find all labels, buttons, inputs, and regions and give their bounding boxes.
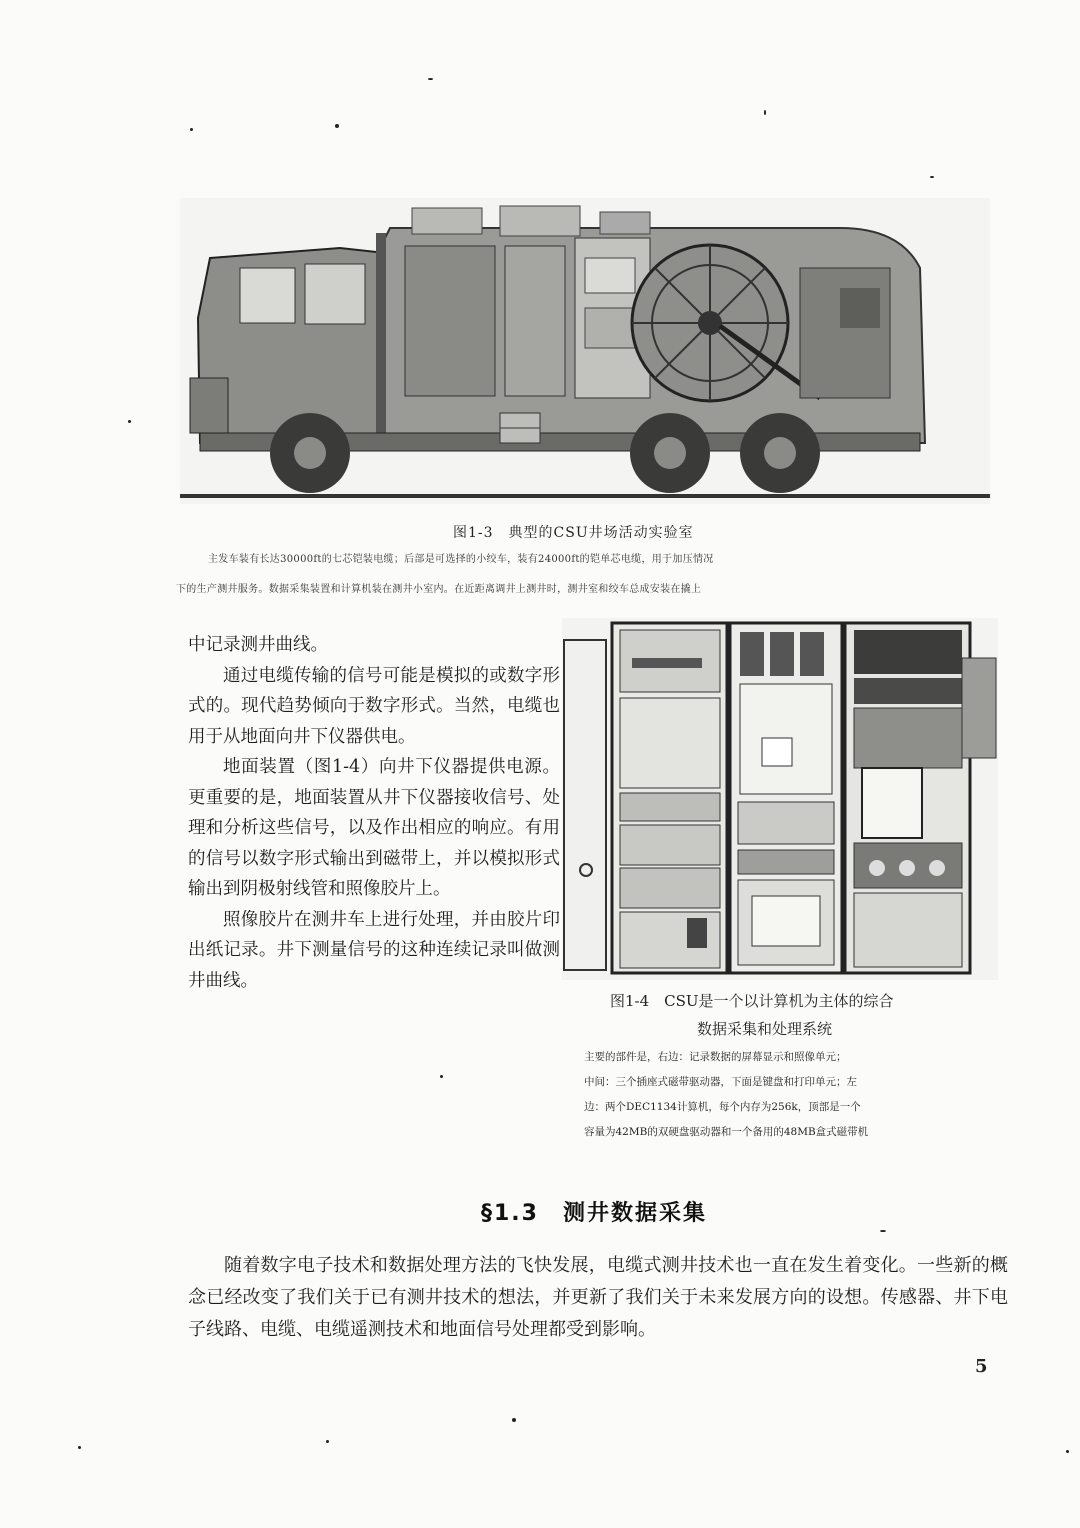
paragraph-surface-unit: 地面装置（图1-4）向井下仪器提供电源。更重要的是，地面装置从井下仪器接收信号、处理和分析这些信号，以及作出相应的响应。有用的信号以数字形式输出到磁带上，并以模拟形式输出到阴极射线管和照像胶片上。: [188, 757, 560, 899]
section-heading: §1.3 测井数据采集: [481, 1201, 707, 1226]
scan-speck: [1066, 1450, 1069, 1453]
figure-1-4-note-line-4: 容量为42MB的双硬盘驱动器和一个备用的48MB盒式磁带机: [584, 1126, 869, 1138]
paragraph-signal-transmission: 通过电缆传输的信号可能是模拟的或数字形式的。现代趋势倾向于数字形式。当然，电缆也用于从地面向井下仪器供电。: [188, 665, 560, 747]
page-number: 5: [975, 1356, 988, 1377]
figure-1-3-caption-line-2: 下的生产测井服务。数据采集装置和计算机装在测井小室内。在近距离调井上测井时，测井室和绞车总成安装在撬上: [176, 584, 702, 595]
scan-speck: [190, 128, 193, 131]
scan-speck: [512, 1418, 516, 1422]
figure-1-4-csu-racks-photo: [562, 618, 998, 980]
section-paragraph: 随着数字电子技术和数据处理方法的飞快发展，电缆式测井技术也一直在发生着变化。一些新的概念已经改变了我们关于已有测井技术的想法，并更新了我们关于未来发展方向的设想。传感器、井下电子线路、电缆、电缆遥测技术和地面信号处理都受到影响。: [188, 1255, 1008, 1340]
scan-speck: [440, 1075, 443, 1078]
left-column-text: [188, 630, 560, 996]
paragraph-continuation: 中记录测井曲线。: [188, 635, 328, 655]
scan-speck: [326, 1440, 329, 1443]
scan-speck: [930, 176, 934, 178]
figure-1-3-title: 图1-3 典型的CSU井场活动实验室: [453, 525, 694, 541]
figure-1-4-title-line-1: 图1-4 CSU是一个以计算机为主体的综合: [610, 992, 894, 1010]
paragraph-film-processing: 照像胶片在测井车上进行处理，并由胶片印出纸记录。井下测量信号的这种连续记录叫做测井曲线。: [188, 909, 560, 991]
figure-1-4-note-line-2: 中间：三个插座式磁带驱动器，下面是键盘和打印单元；左: [584, 1076, 857, 1088]
scan-speck: [428, 78, 433, 80]
section-body: [188, 1250, 1008, 1346]
figure-1-3-caption-line-1: 主发车装有长达30000ft的七芯铠装电缆；后部是可选择的小绞车，装有24000ft的铠单芯电缆，用于加压情况: [208, 554, 714, 565]
figure-1-3-logging-truck-photo: [180, 198, 990, 504]
scan-speck: [335, 124, 339, 128]
scan-speck: [764, 110, 766, 115]
figure-1-4-note-line-1: 主要的部件是，右边：记录数据的屏幕显示和照像单元；: [584, 1051, 847, 1063]
scan-speck: [880, 1230, 886, 1232]
figure-1-4-title-line-2: 数据采集和处理系统: [697, 1020, 833, 1038]
scan-speck: [78, 1446, 81, 1449]
figure-1-4-note-line-3: 边：两个DEC1134计算机，每个内存为256k，顶部是一个: [584, 1101, 861, 1113]
scan-speck: [128, 420, 131, 423]
